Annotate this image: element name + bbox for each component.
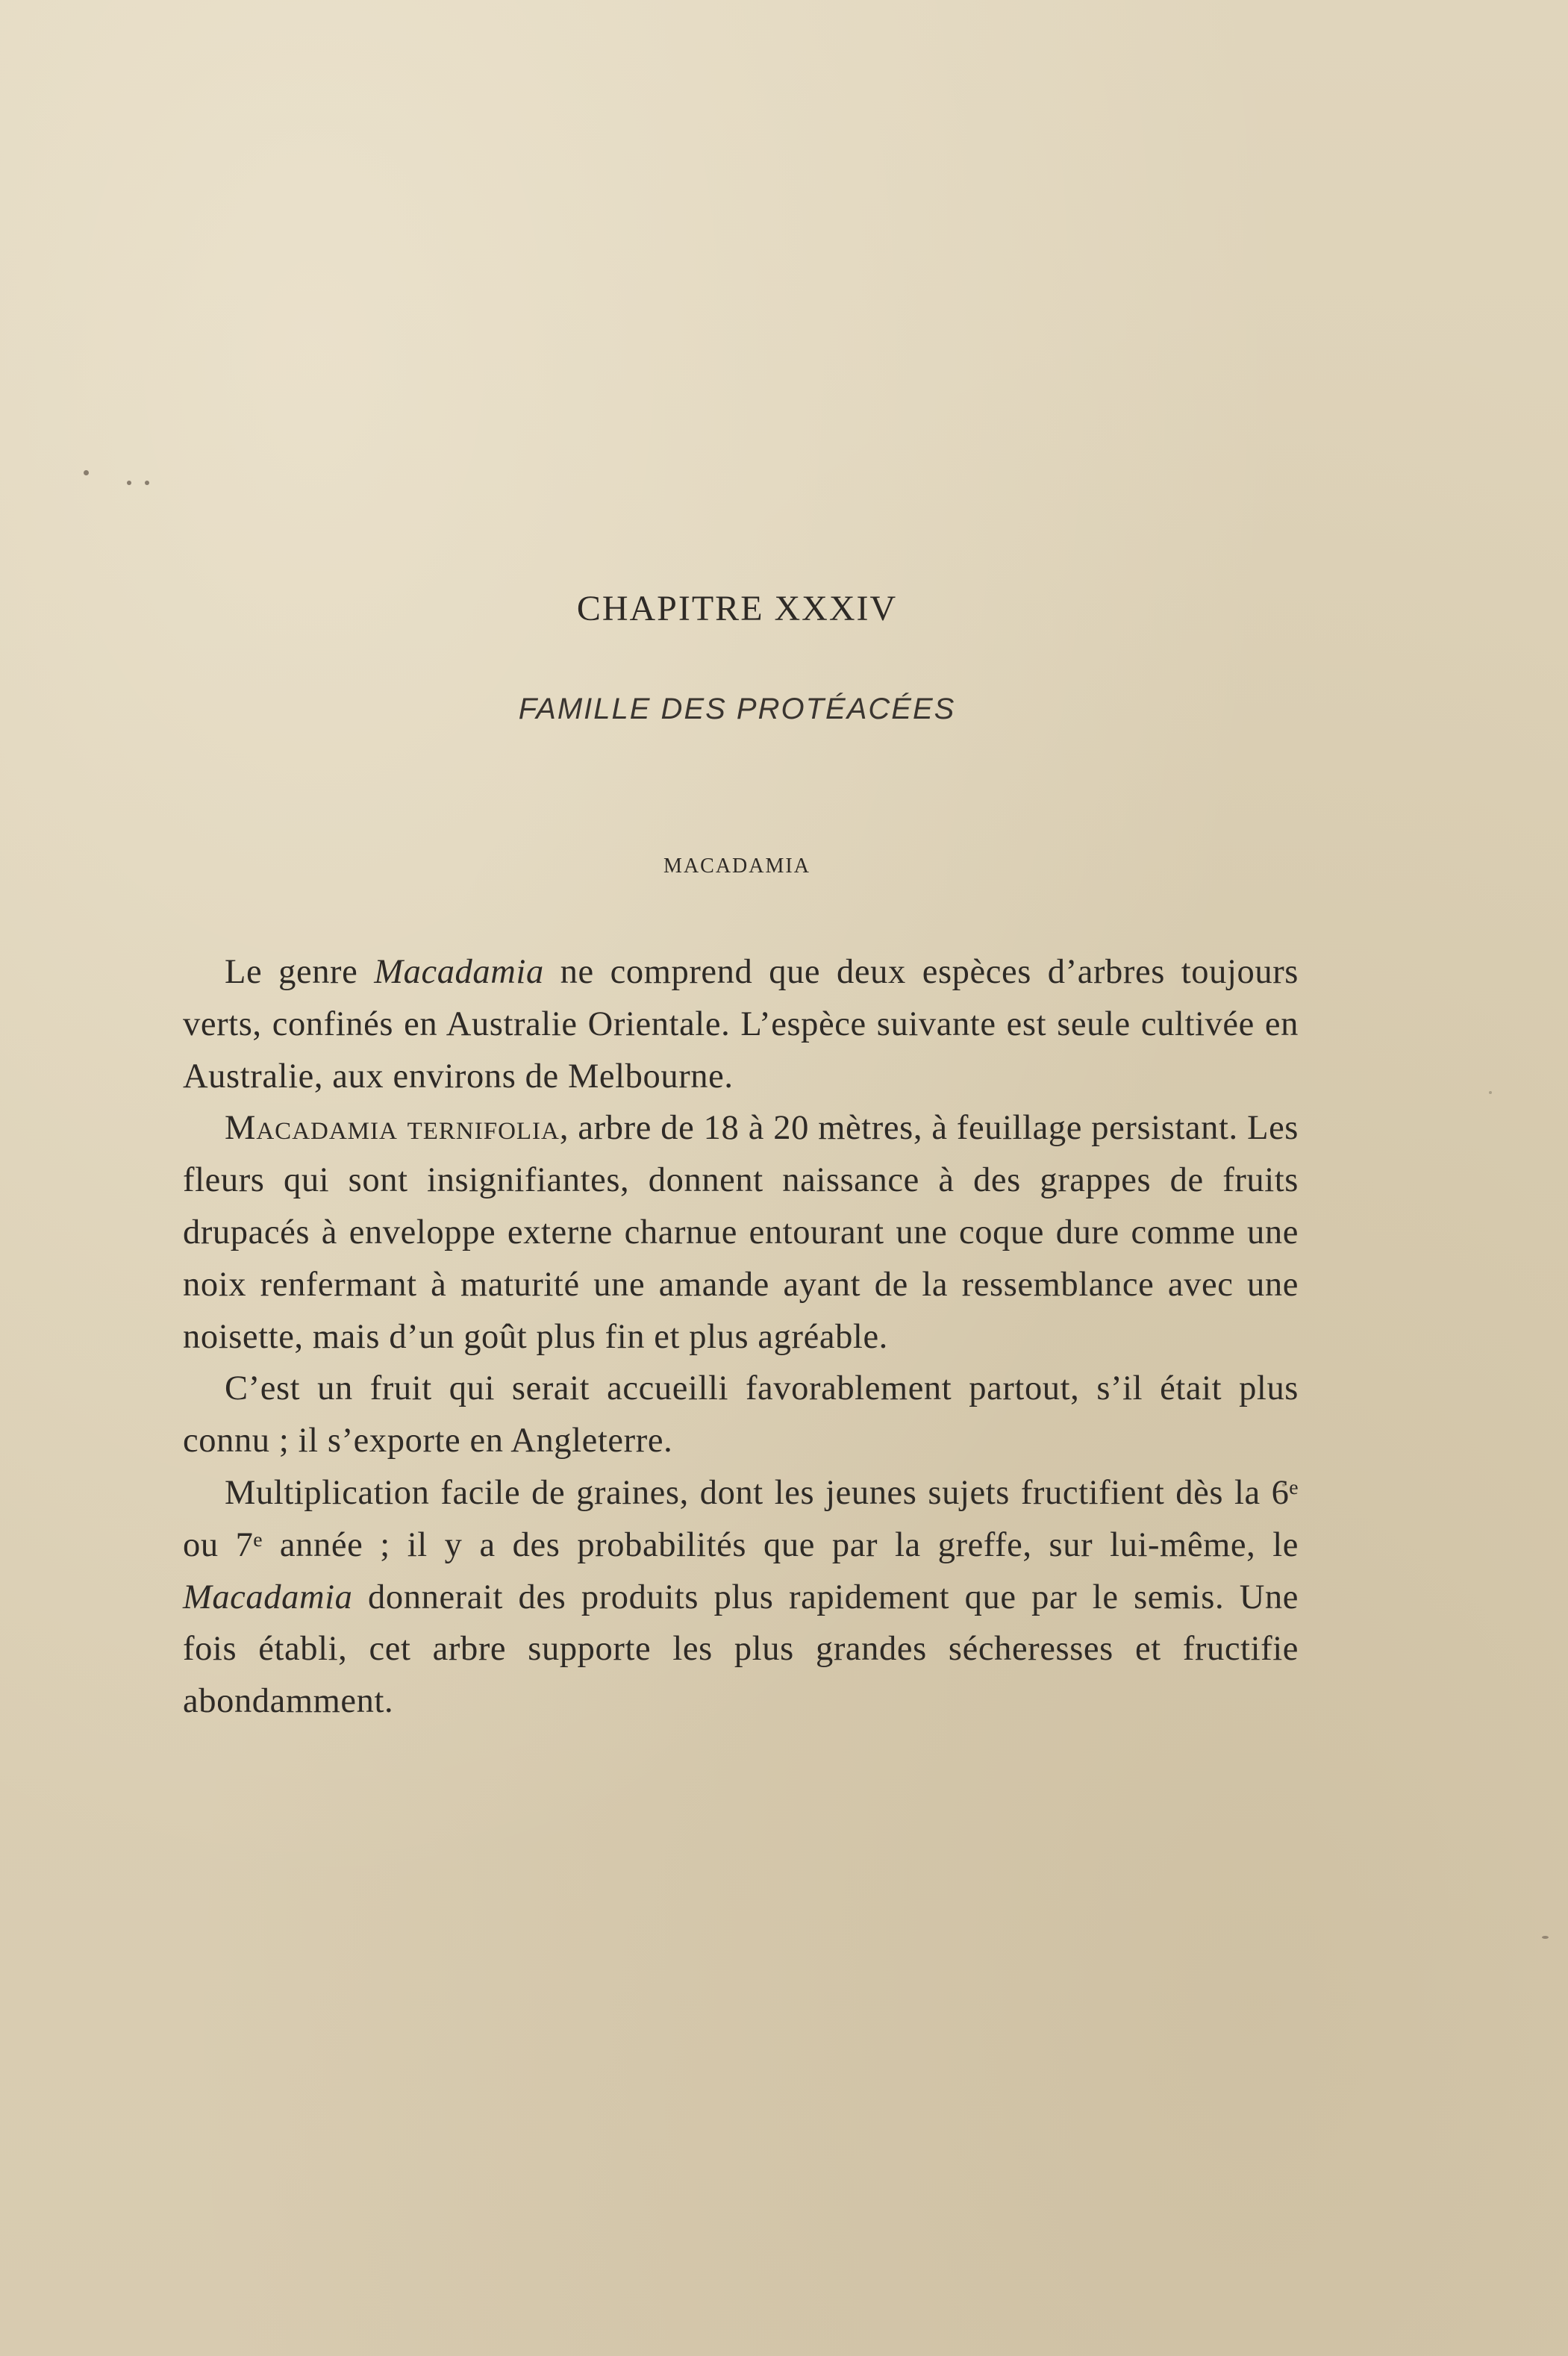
text-run: Le genre [225,953,375,991]
text-run: Multiplication facile de graines, dont les jeunes sujets fructifient dès la 6ᵉ ou 7ᵉ année ; il y a des probabilités que par la greffe, sur lui-même, le [183,1473,1299,1564]
text-run: donnerait des produits plus rapidement que par le semis. Une fois établi, cet arbre supporte les plus grandes sécheresses et fructifie abondamment. [183,1578,1299,1721]
paragraph [183,1363,1299,1467]
paper-speck [1542,1936,1549,1939]
text-run: , arbre de 18 à 20 mètres, à feuillage persistant. Les fleurs qui sont insignifiantes, donnent naissance à des grappes de fruits drupacés à enveloppe externe charnue entourant une coque dure comme une noix renfermant à maturité une amande ayant de la ressemblance avec une noisette, mais d’un goût plus fin et plus agréable. [183,1109,1299,1356]
text-run: C’est un fruit qui serait accueilli favorablement partout, s’il était plus connu ; il s’exporte en Angleterre. [183,1369,1299,1460]
paper-speck [84,470,89,475]
body-text [183,946,1299,1728]
paper-speck [127,481,131,485]
genus-name: Macadamia [183,1578,353,1616]
paragraph [183,1102,1299,1363]
genus-name: Macadamia [374,953,544,991]
species-name: Macadamia ternifolia [225,1109,560,1148]
family-title: FAMILLE DES PROTÉACÉES [518,693,956,725]
paper-speck [1489,1091,1492,1094]
text-run: ne comprend que deux espèces d’arbres toujours verts, confinés en Australie Orientale. L’espèce suivante est seule cultivée en Australie, aux environs de Melbourne. [183,953,1299,1096]
paper-speck [145,481,149,485]
paragraph [183,946,1299,1102]
chapter-title: CHAPITRE XXXIV [576,589,898,628]
paragraph [183,1467,1299,1728]
section-title: MACADAMIA [663,854,810,878]
